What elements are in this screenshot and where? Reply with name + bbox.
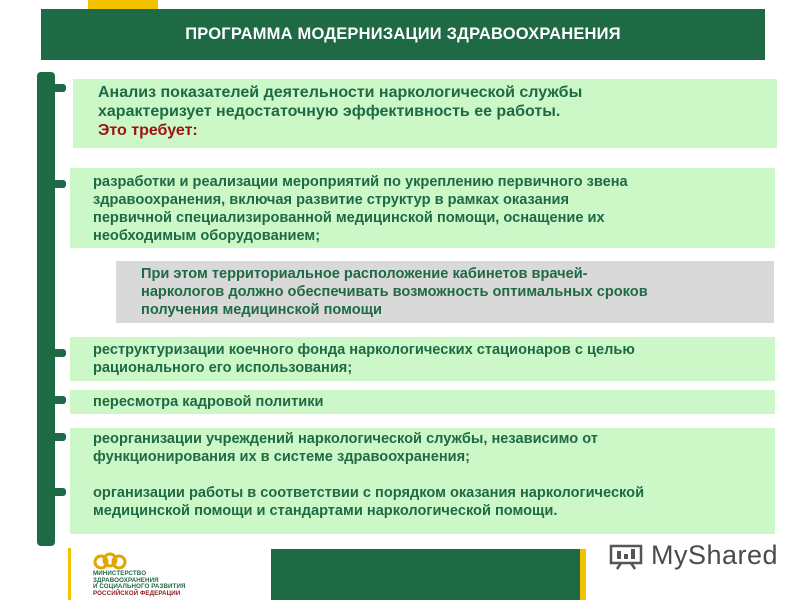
footer-yellow-accent xyxy=(580,549,586,600)
note-line: При этом территориальное расположение кабинетов врачей- xyxy=(141,266,588,282)
intro-panel xyxy=(73,79,777,148)
item-line: разработки и реализации мероприятий по укреплению первичного звена xyxy=(93,174,628,190)
footer-divider xyxy=(68,548,71,600)
ministry-line: РОССИЙСКОЙ ФЕДЕРАЦИИ xyxy=(93,589,181,597)
note-line: получения медицинской помощи xyxy=(141,302,382,318)
intro-line: Анализ показателей деятельности наркологической службы xyxy=(98,84,583,101)
item-line: пересмотра кадровой политики xyxy=(93,394,324,410)
requirement-items-reorganization xyxy=(70,428,775,534)
timeline-rail xyxy=(37,72,55,546)
requirement-item-bed-fund xyxy=(70,337,775,381)
ministry-logo-icon xyxy=(91,552,129,572)
ministry-logo-text xyxy=(93,571,186,597)
item-line: медицинской помощи и стандартами наркологической помощи. xyxy=(93,503,558,519)
requirement-item-primary-care xyxy=(70,168,775,248)
timeline-tick xyxy=(48,433,66,441)
presentation-board-icon xyxy=(609,542,645,570)
item-line: реструктуризации коечного фонда наркологических стационаров с целью xyxy=(93,342,635,358)
item-line: необходимым оборудованием; xyxy=(93,228,321,244)
page-title-bar xyxy=(41,9,765,60)
brand-watermark[interactable]: MyShared xyxy=(651,540,779,570)
item-line: реорганизации учреждений наркологической службы, независимо от xyxy=(93,431,598,447)
note-line: наркологов должно обеспечивать возможность оптимальных сроков xyxy=(141,284,648,300)
item-line: организации работы в соответствии с порядком оказания наркологической xyxy=(93,485,645,501)
timeline-tick xyxy=(48,84,66,92)
timeline-tick xyxy=(48,488,66,496)
intro-requirement-label: Это требует: xyxy=(98,122,198,139)
footer-green-block xyxy=(271,549,582,600)
item-line: здравоохранения, включая развитие структур в рамках оказания xyxy=(93,192,570,208)
timeline-tick xyxy=(48,180,66,188)
intro-line: характеризует недостаточную эффективность ее работы. xyxy=(98,103,561,120)
requirement-item-personnel xyxy=(70,390,775,414)
page-title: ПРОГРАММА МОДЕРНИЗАЦИИ ЗДРАВООХРАНЕНИЯ xyxy=(185,25,621,43)
ministry-line: ЗДРАВООХРАНЕНИЯ xyxy=(93,576,159,584)
timeline-tick xyxy=(48,349,66,357)
timeline-tick xyxy=(48,396,66,404)
item-line: первичной специализированной медицинской помощи, оснащение их xyxy=(93,210,605,226)
ministry-line: МИНИСТЕРСТВО xyxy=(93,570,147,577)
note-panel xyxy=(116,261,774,323)
ministry-line: И СОЦИАЛЬНОГО РАЗВИТИЯ xyxy=(93,583,186,591)
item-line: функционирования их в системе здравоохранения; xyxy=(93,449,470,465)
item-line: рационального его использования; xyxy=(93,360,353,376)
